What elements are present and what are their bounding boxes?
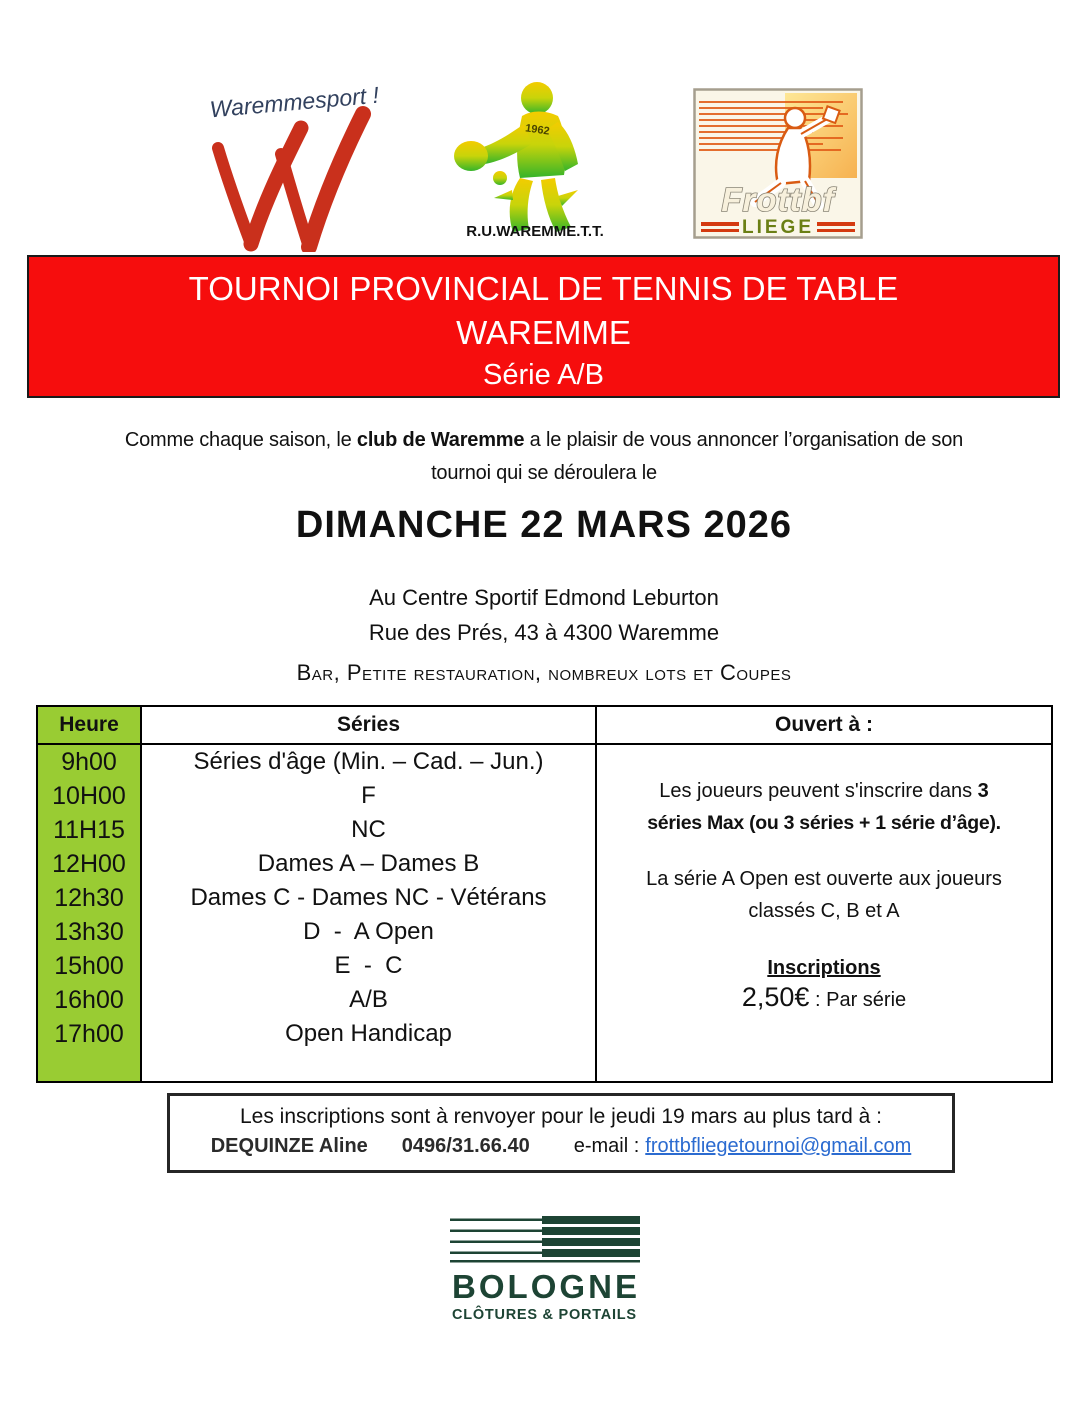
heure-cell: 10H00: [52, 782, 126, 810]
schedule-table: [36, 705, 1053, 1083]
intro-line1-pre: Comme chaque saison, le: [124, 429, 357, 451]
ouvert-column: [597, 745, 1051, 1081]
serie-cell: F: [361, 782, 376, 809]
banner-line-1: TOURNOI PROVINCIAL DE TENNIS DE TABLE: [188, 270, 899, 307]
registration-rule: [597, 775, 1051, 839]
heure-cell: 13h30: [54, 918, 124, 946]
inscriptions-title: Inscriptions: [767, 957, 881, 979]
rule-line2-bold: séries Max (ou 3 séries + 1 série d’âge).: [647, 812, 1001, 834]
bologne-lines-pattern: [450, 1216, 640, 1263]
frottbf-city-text: LIEGE: [741, 217, 815, 238]
frottbf-logo-graphic: [693, 88, 863, 240]
ru-waremme-caption: R.U.WAREMME.T.T.: [466, 223, 604, 240]
contact-deadline-line: Les inscriptions sont à renvoyer pour le jeudi 19 mars au plus tard à :: [239, 1105, 882, 1128]
serie-cell: E - C: [334, 952, 403, 979]
header-series: Séries: [142, 707, 597, 743]
bologne-name-text: BOLOGNE: [452, 1268, 638, 1305]
header-ouvert: Ouvert à :: [774, 713, 874, 736]
contact-name: DEQUINZE Aline: [210, 1135, 368, 1157]
banner-line-3: Série A/B: [483, 359, 604, 391]
amenities-line: Bar, Petite restauration, nombreux lots et Coupes: [296, 660, 792, 685]
table-tennis-player-silhouette: [454, 82, 578, 232]
venue-line-1: Au Centre Sportif Edmond Leburton: [369, 585, 719, 610]
contact-box: [167, 1093, 955, 1173]
serie-cell: A/B: [349, 986, 388, 1013]
serie-cell: Open Handicap: [285, 1020, 452, 1047]
heure-cell: 9h00: [61, 748, 117, 776]
serie-a-open-note: [597, 863, 1051, 927]
schedule-table-body: [38, 745, 1051, 1081]
serie-cell: D - A Open: [303, 918, 434, 945]
price-unit: : Par série: [809, 989, 907, 1011]
note-line-1: La série A Open est ouverte aux joueurs: [646, 868, 1002, 890]
note-line-2: classés C, B et A: [748, 900, 900, 922]
contact-phone: 0496/31.66.40: [401, 1135, 530, 1157]
waremmesport-logo: [193, 80, 393, 257]
rule-line1-bold: 3: [977, 780, 989, 802]
waremmesport-w-mark: [218, 114, 363, 247]
header-heure: Heure: [38, 707, 142, 743]
heure-cell: 12h30: [54, 884, 124, 912]
serie-cell: Dames A – Dames B: [257, 850, 480, 877]
date-heading: DIMANCHE 22 MARS 2026: [295, 504, 793, 546]
frottbf-name-text: Frottbf: [721, 181, 835, 218]
intro-line1-bold: club de Waremme: [356, 429, 525, 451]
waremmesport-logo-graphic: [193, 80, 393, 252]
frottbf-liege-logo: [693, 88, 863, 245]
intro-line-2: tournoi qui se déroulera le: [431, 462, 657, 484]
ru-waremme-player-graphic: [440, 78, 625, 242]
bologne-sponsor-logo: [450, 1216, 640, 1329]
price-amount: 2,50€: [741, 982, 810, 1012]
ru-waremme-tt-logo: [440, 78, 625, 247]
intro-paragraph: [54, 424, 1034, 490]
intro-line-1: [54, 424, 1034, 457]
heure-cell: 15h00: [54, 952, 124, 980]
email-label: e-mail :: [573, 1135, 640, 1157]
serie-cell: Dames C - Dames NC - Vétérans: [190, 884, 547, 911]
heure-column: [38, 745, 142, 1081]
price-line: [597, 982, 1051, 1013]
waremmesport-handwriting: Waremmesport !: [208, 81, 380, 123]
heure-cell: 17h00: [54, 1020, 124, 1048]
schedule-table-header: [38, 707, 1051, 745]
bologne-logo-graphic: [450, 1216, 640, 1324]
venue-line-2: Rue des Prés, 43 à 4300 Waremme: [368, 620, 720, 645]
bologne-tagline-text: CLÔTURES & PORTAILS: [452, 1307, 638, 1323]
title-banner: [27, 255, 1060, 398]
heure-cell: 16h00: [54, 986, 124, 1014]
rule-line1-normal: Les joueurs peuvent s'inscrire dans: [659, 780, 978, 802]
serie-cell: NC: [351, 816, 386, 843]
series-column: [142, 745, 597, 1081]
contact-details-line: [170, 1135, 952, 1158]
banner-line-2: WAREMME: [456, 314, 631, 351]
heure-cell: 11H15: [53, 816, 125, 844]
intro-line1-post: a le plaisir de vous annoncer l’organisation de son: [524, 429, 964, 451]
email-link[interactable]: frottbfliegetournoi@gmail.com: [645, 1135, 912, 1157]
jersey-year-text: 1962: [524, 122, 551, 138]
heure-cell: 12H00: [52, 850, 126, 878]
venue-block: [0, 580, 1088, 650]
serie-cell: Séries d'âge (Min. – Cad. – Jun.): [193, 748, 544, 775]
